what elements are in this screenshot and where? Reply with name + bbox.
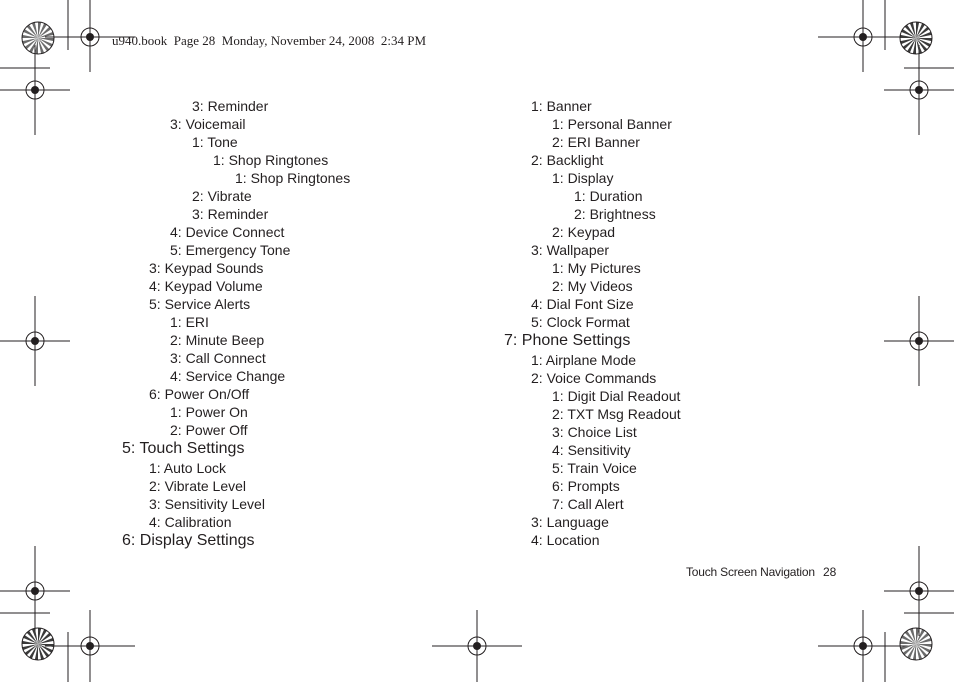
menu-item: 3: Language — [531, 514, 609, 530]
menu-item: 5: Emergency Tone — [170, 242, 291, 258]
menu-item: 4: Device Connect — [170, 224, 285, 240]
menu-item: 5: Touch Settings — [122, 440, 245, 457]
menu-item: 2: TXT Msg Readout — [552, 406, 681, 422]
menu-item: 1: Digit Dial Readout — [552, 388, 681, 404]
menu-item: 2: Backlight — [531, 152, 604, 168]
menu-item: 4: Calibration — [149, 514, 232, 530]
menu-item: 2: My Videos — [552, 278, 633, 294]
menu-item: 2: Vibrate Level — [149, 478, 247, 494]
menu-item: 7: Phone Settings — [504, 332, 631, 349]
menu-item: 4: Keypad Volume — [149, 278, 263, 294]
menu-item: 4: Sensitivity — [552, 442, 631, 458]
menu-item: 1: My Pictures — [552, 260, 641, 276]
menu-item: 4: Service Change — [170, 368, 286, 384]
menu-item: 3: Sensitivity Level — [149, 496, 265, 512]
menu-item: 1: Airplane Mode — [531, 352, 637, 368]
menu-item: 2: Vibrate — [192, 188, 252, 204]
menu-item: 7: Call Alert — [552, 496, 624, 512]
menu-item: 3: Reminder — [192, 98, 269, 114]
menu-item: 1: Duration — [574, 188, 643, 204]
menu-item: 2: Voice Commands — [531, 370, 657, 386]
menu-item: 2: Brightness — [574, 206, 656, 222]
registration-starburst — [22, 22, 54, 54]
menu-item: 5: Clock Format — [531, 314, 630, 330]
menu-item: 6: Power On/Off — [149, 386, 250, 402]
menu-item: 2: Power Off — [170, 422, 248, 438]
registration-starburst — [22, 628, 54, 660]
menu-item: 1: Auto Lock — [149, 460, 227, 476]
print-header: u940.book Page 28 Monday, November 24, 2008 2:34 PM — [112, 33, 427, 48]
menu-item: 1: Banner — [531, 98, 592, 114]
menu-item: 3: Wallpaper — [531, 242, 610, 258]
menu-item: 3: Keypad Sounds — [149, 260, 264, 276]
menu-item: 3: Call Connect — [170, 350, 266, 366]
menu-item: 1: Tone — [192, 134, 238, 150]
menu-item: 3: Reminder — [192, 206, 269, 222]
menu-item: 1: Display — [552, 170, 614, 186]
menu-item: 1: Power On — [170, 404, 248, 420]
registration-starburst — [900, 628, 932, 660]
menu-item: 4: Location — [531, 532, 600, 548]
menu-tree-left-column — [122, 97, 350, 551]
menu-item: 5: Train Voice — [552, 460, 637, 476]
menu-item: 1: Personal Banner — [552, 116, 672, 132]
footer-section-title: Touch Screen Navigation — [686, 565, 815, 579]
menu-item: 6: Prompts — [552, 478, 620, 494]
page-number: 28 — [823, 565, 837, 579]
menu-item: 1: Shop Ringtones — [213, 152, 329, 168]
menu-item: 2: Keypad — [552, 224, 616, 240]
menu-tree-right-column — [504, 97, 681, 549]
registration-starburst — [900, 22, 932, 54]
menu-item: 1: Shop Ringtones — [235, 170, 351, 186]
menu-item: 5: Service Alerts — [149, 296, 251, 312]
menu-item: 3: Voicemail — [170, 116, 246, 132]
menu-item: 3: Choice List — [552, 424, 637, 440]
menu-item: 4: Dial Font Size — [531, 296, 634, 312]
menu-item: 2: ERI Banner — [552, 134, 640, 150]
menu-item: 2: Minute Beep — [170, 332, 265, 348]
menu-item: 6: Display Settings — [122, 532, 255, 549]
menu-item: 1: ERI — [170, 314, 209, 330]
